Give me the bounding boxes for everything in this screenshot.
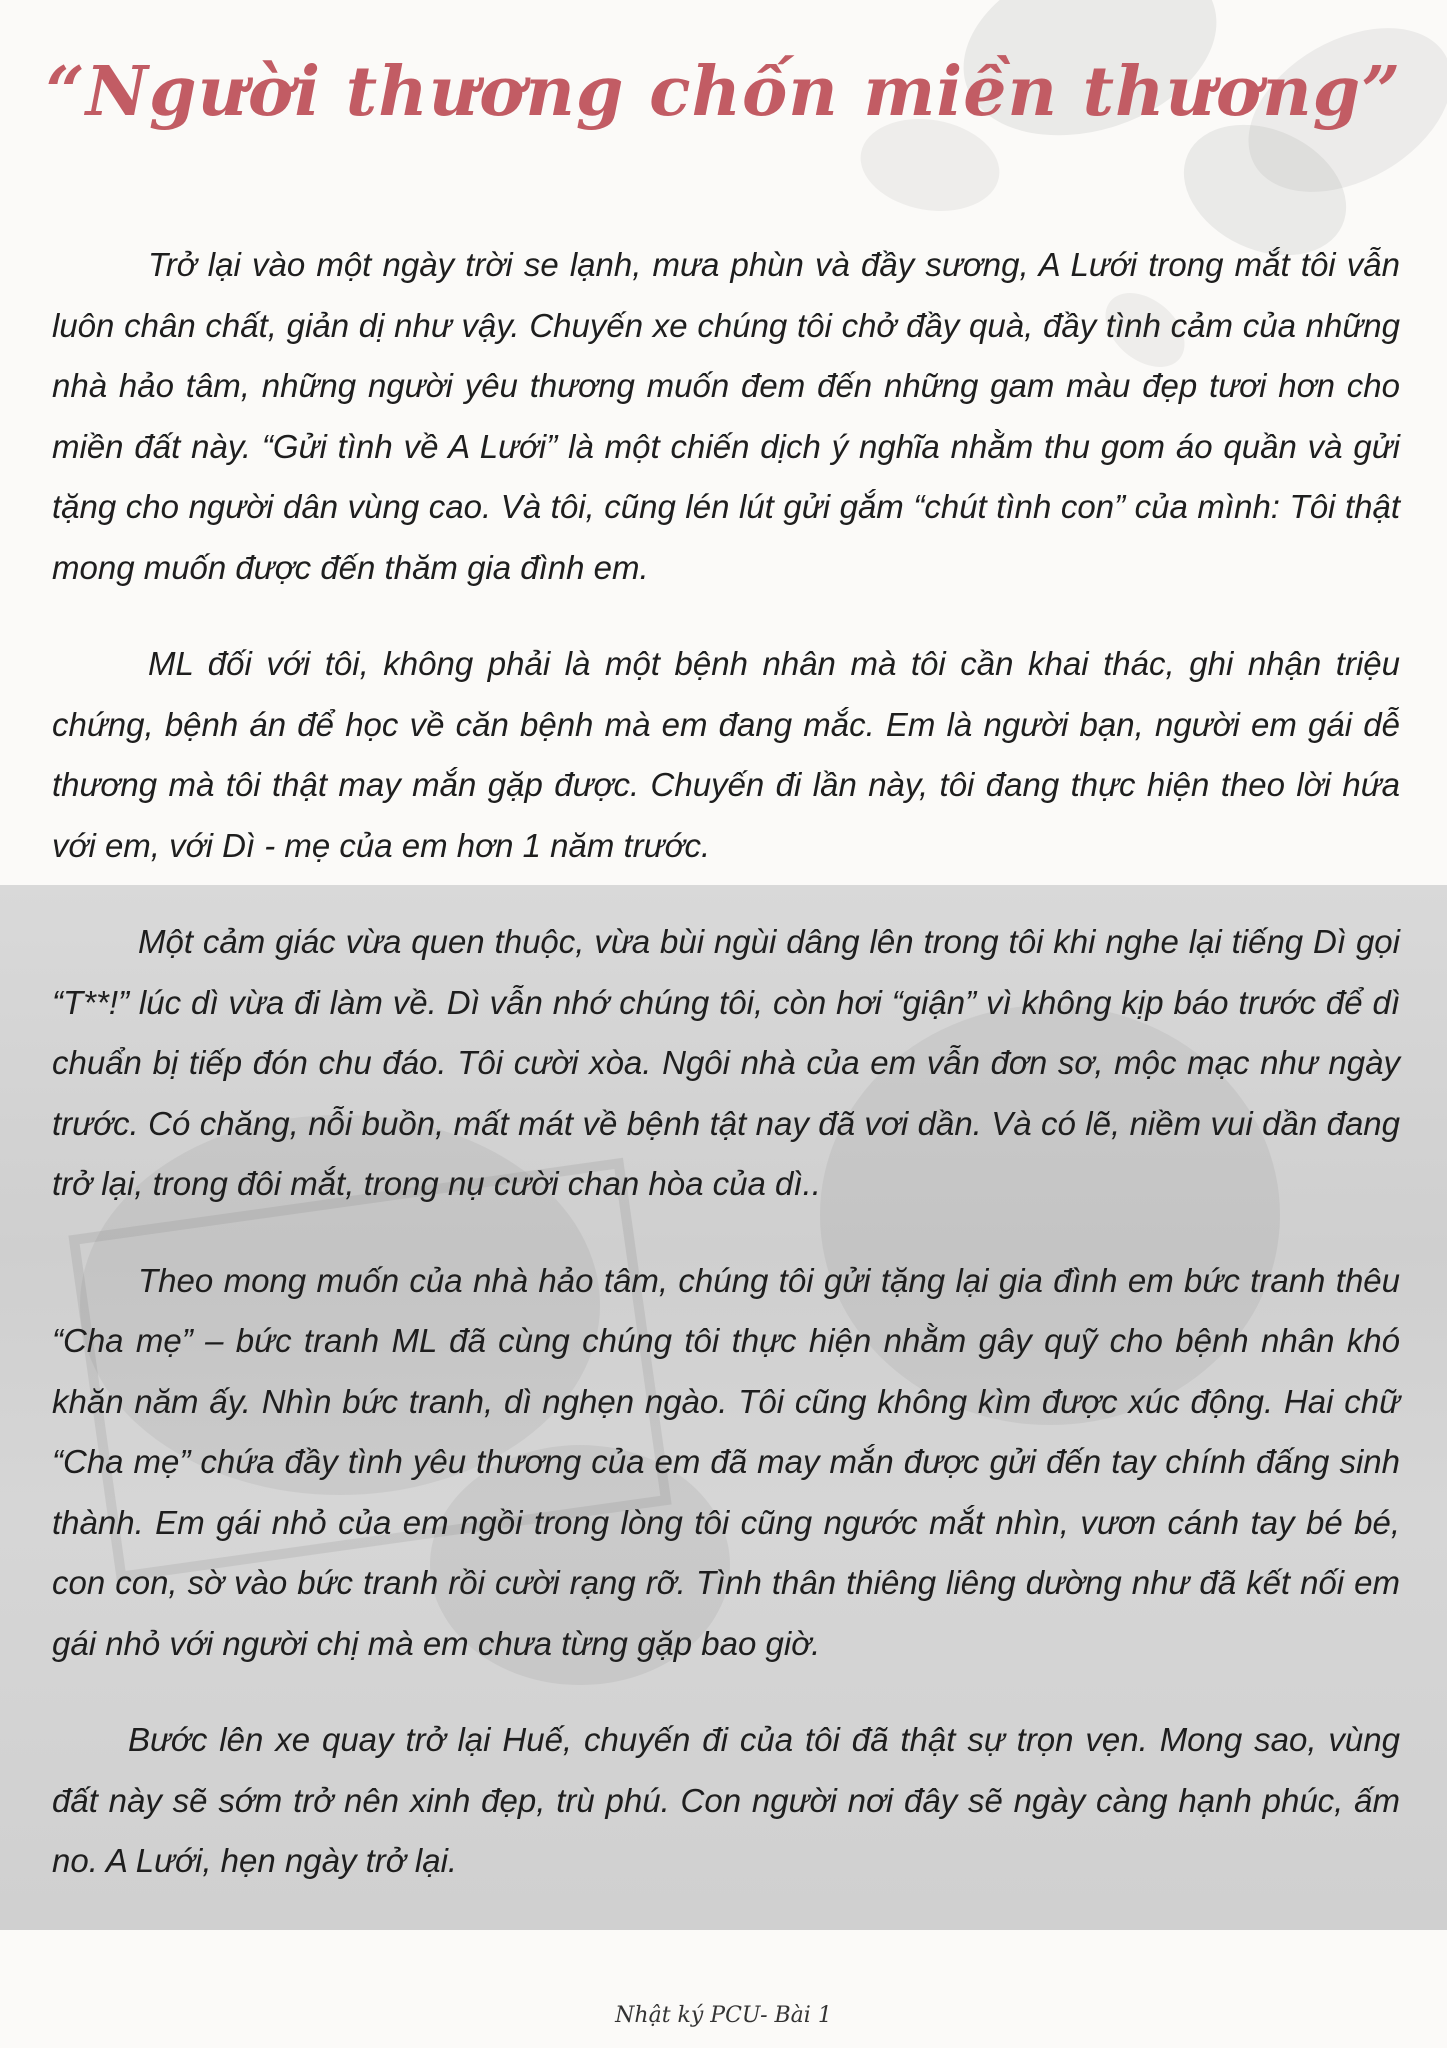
paragraph: Bước lên xe quay trở lại Huế, chuyến đi của tôi đã thật sự trọn vẹn. Mong sao, vùng đất này sẽ sớm trở nên xinh đẹp, trù phú. Con người nơi đây sẽ ngày càng hạnh phúc, ấm no. A Lưới, hẹn ngày trở lại. [52, 1721, 1400, 1879]
paragraph: ML đối với tôi, không phải là một bệnh nhân mà tôi cần khai thác, ghi nhận triệu chứng, bệnh án để học về căn bệnh mà em đang mắc. Em là người bạn, người em gái dễ thương mà tôi thật may mắn gặp được. Chuyến đi lần này, tôi đang thực hiện theo lời hứa với em, với Dì - mẹ của em hơn 1 năm trước. [52, 645, 1400, 864]
article-body [52, 235, 1400, 1892]
paragraph: Theo mong muốn của nhà hảo tâm, chúng tôi gửi tặng lại gia đình em bức tranh thêu “Cha mẹ” – bức tranh ML đã cùng chúng tôi thực hiện nhằm gây quỹ cho bệnh nhân khó khăn năm ấy. Nhìn bức tranh, dì nghẹn ngào. Tôi cũng không kìm được xúc động. Hai chữ “Cha mẹ” chứa đầy tình yêu thương của em đã may mắn được gửi đến tay chính đấng sinh thành. Em gái nhỏ của em ngồi trong lòng tôi cũng ngước mắt nhìn, vươn cánh tay bé bé, con con, sờ vào bức tranh rồi cười rạng rỡ. Tình thân thiêng liêng dường như đã kết nối em gái nhỏ với người chị mà em chưa từng gặp bao giờ. [52, 1261, 1400, 1662]
paragraph: Một cảm giác vừa quen thuộc, vừa bùi ngùi dâng lên trong tôi khi nghe lại tiếng Dì gọi “T**!” lúc dì vừa đi làm về. Dì vẫn nhớ chúng tôi, còn hơi “giận” vì không kịp báo trước để dì chuẩn bị tiếp đón chu đáo. Tôi cười xòa. Ngôi nhà của em vẫn đơn sơ, mộc mạc như ngày trước. Có chăng, nỗi buồn, mất mát về bệnh tật nay đã vơi dần. Và có lẽ, niềm vui dần đang trở lại, trong đôi mắt, trong nụ cười chan hòa của dì.. [52, 923, 1400, 1202]
page-title: “Người thương chốn miền thương” [45, 52, 1402, 132]
paragraph: Trở lại vào một ngày trời se lạnh, mưa phùn và đầy sương, A Lưới trong mắt tôi vẫn luôn chân chất, giản dị như vậy. Chuyến xe chúng tôi chở đầy quà, đầy tình cảm của những nhà hảo tâm, những người yêu thương muốn đem đến những gam màu đẹp tươi hơn cho miền đất này. “Gửi tình về A Lưới” là một chiến dịch ý nghĩa nhằm thu gom áo quần và gửi tặng cho người dân vùng cao. Và tôi, cũng lén lút gửi gắm “chút tình con” của mình: Tôi thật mong muốn được đến thăm gia đình em. [52, 246, 1400, 586]
footer-caption: Nhật ký PCU- Bài 1 [615, 2003, 832, 2028]
